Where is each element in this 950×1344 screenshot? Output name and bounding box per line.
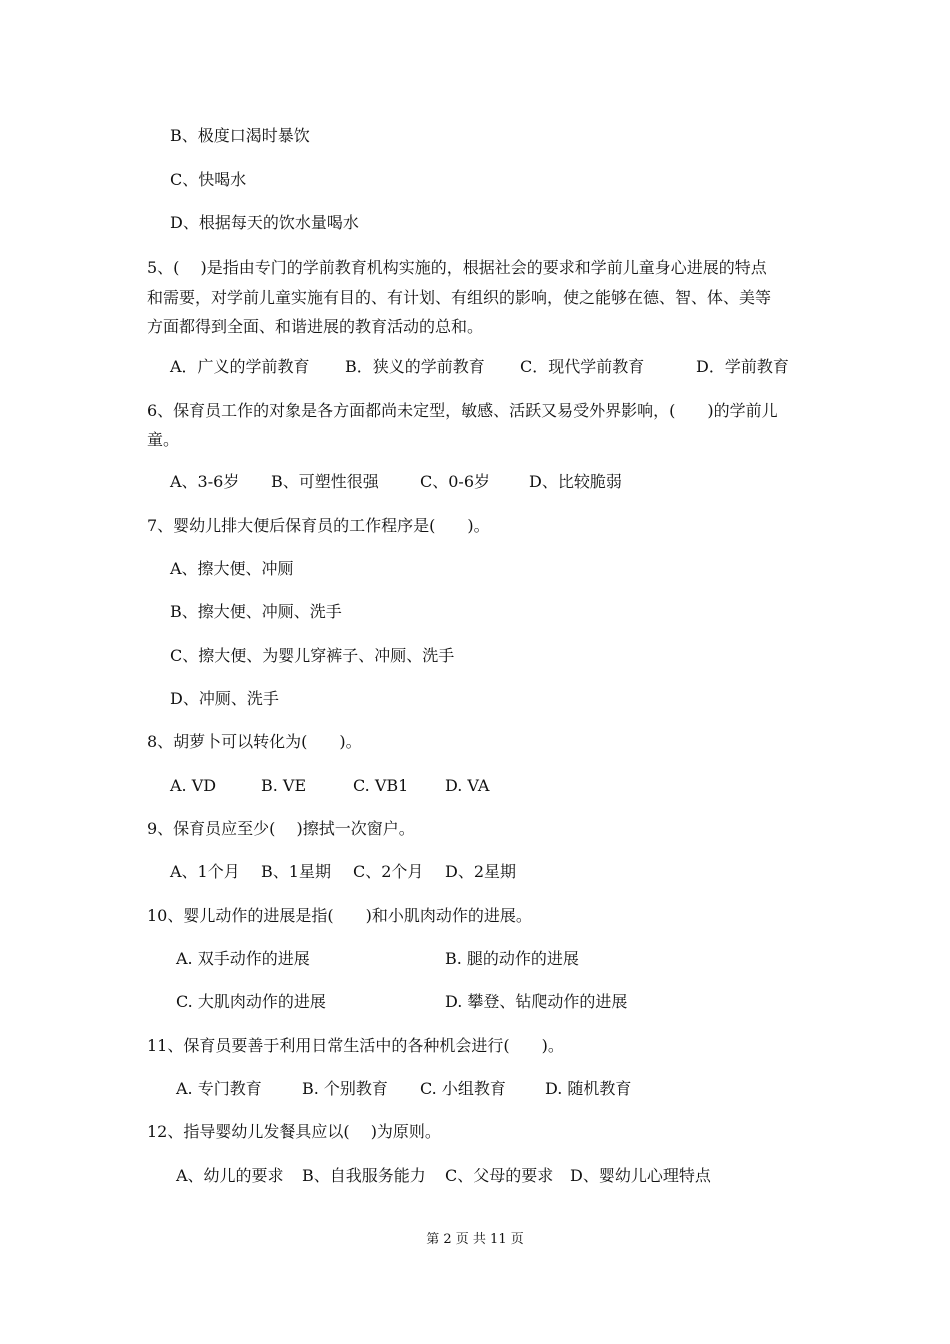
q11-option-c: C. 小组教育 <box>420 1079 506 1098</box>
q7-option-d: D、冲厕、洗手 <box>170 689 279 708</box>
q8-option-c: C. VB1 <box>353 776 409 795</box>
q8-option-d: D. VA <box>445 776 490 795</box>
q8-stem: 8、胡萝卜可以转化为( )。 <box>147 732 362 751</box>
q9-option-c: C、2个月 <box>353 862 424 881</box>
q6-option-b: B、可塑性很强 <box>271 472 379 491</box>
q4-option-d: D、根据每天的饮水量喝水 <box>170 213 359 232</box>
q8-option-b: B. VE <box>261 776 307 795</box>
q6-stem-line2: 童。 <box>147 430 180 449</box>
q4-option-c: C、快喝水 <box>170 170 247 189</box>
q4-option-b: B、极度口渴时暴饮 <box>170 126 310 145</box>
q5-option-b: B．狭义的学前教育 <box>345 357 485 376</box>
q9-option-b: B、1星期 <box>261 862 331 881</box>
q6-option-d: D、比较脆弱 <box>529 472 622 491</box>
q5-stem-line1: 5、( )是指由专门的学前教育机构实施的，根据社会的要求和学前儿童身心进展的特点 <box>147 258 767 277</box>
q10-option-c: C. 大肌肉动作的进展 <box>176 992 326 1011</box>
q10-option-a: A. 双手动作的进展 <box>176 949 310 968</box>
page-footer: 第 2 页 共 11 页 <box>426 1232 524 1247</box>
q8-option-a: A. VD <box>170 776 217 795</box>
q12-option-d: D、婴幼儿心理特点 <box>570 1166 711 1185</box>
q7-option-b: B、擦大便、冲厕、洗手 <box>170 602 342 621</box>
q12-option-c: C、父母的要求 <box>445 1166 554 1185</box>
q9-option-a: A、1个月 <box>170 862 240 881</box>
q6-stem-line1: 6、保育员工作的对象是各方面都尚未定型，敏感、活跃又易受外界影响，( )的学前儿 <box>147 401 778 420</box>
q5-option-c: C．现代学前教育 <box>520 357 645 376</box>
q6-option-c: C、0-6岁 <box>420 472 491 491</box>
q7-stem: 7、婴幼儿排大便后保育员的工作程序是( )。 <box>147 516 490 535</box>
q12-option-a: A、幼儿的要求 <box>176 1166 284 1185</box>
q5-stem-line3: 方面都得到全面、和谐进展的教育活动的总和。 <box>147 317 484 336</box>
q5-stem-line2: 和需要，对学前儿童实施有目的、有计划、有组织的影响，使之能够在德、智、体、美等 <box>147 288 772 307</box>
q12-stem: 12、指导婴幼儿发餐具应以( )为原则。 <box>147 1122 441 1141</box>
q12-option-b: B、自我服务能力 <box>302 1166 426 1185</box>
q10-option-d: D. 攀登、钻爬动作的进展 <box>445 992 628 1011</box>
q6-option-a: A、3-6岁 <box>170 472 240 491</box>
q11-option-d: D. 随机教育 <box>545 1079 632 1098</box>
q5-option-d: D．学前教育 <box>696 357 789 376</box>
q11-option-a: A. 专门教育 <box>176 1079 262 1098</box>
q9-option-d: D、2星期 <box>445 862 517 881</box>
q7-option-a: A、擦大便、冲厕 <box>170 559 294 578</box>
q11-stem: 11、保育员要善于利用日常生活中的各种机会进行( )。 <box>147 1036 564 1055</box>
q5-option-a: A．广义的学前教育 <box>170 357 310 376</box>
q9-stem: 9、保育员应至少( )擦拭一次窗户。 <box>147 819 415 838</box>
q10-stem: 10、婴儿动作的进展是指( )和小肌肉动作的进展。 <box>147 906 532 925</box>
q7-option-c: C、擦大便、为婴儿穿裤子、冲厕、洗手 <box>170 646 455 665</box>
q10-option-b: B. 腿的动作的进展 <box>445 949 579 968</box>
q11-option-b: B. 个别教育 <box>302 1079 388 1098</box>
